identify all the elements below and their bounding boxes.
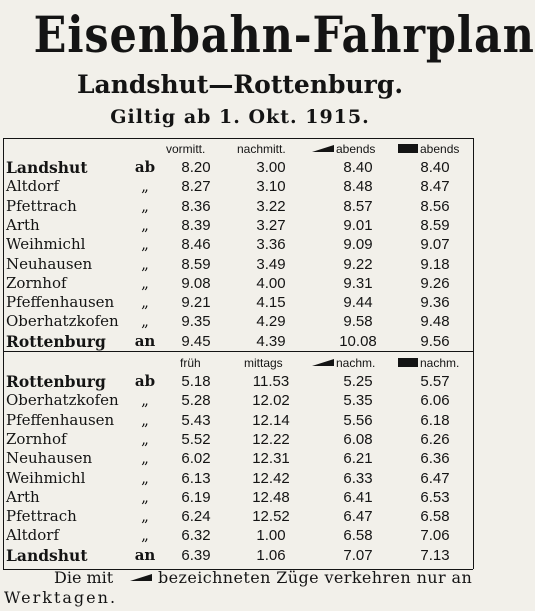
table-row xyxy=(0,526,480,545)
time-cell: 8.40 xyxy=(420,159,450,176)
time-cell: 8.57 xyxy=(343,197,373,215)
time-cell: 9.58 xyxy=(343,313,373,331)
time-cell: 8.27 xyxy=(181,178,211,196)
time-cell: 6.19 xyxy=(181,488,211,506)
time-cell: 5.25 xyxy=(343,373,373,390)
table-row xyxy=(0,411,480,430)
table-row xyxy=(0,430,480,449)
time-cell: 12.48 xyxy=(252,488,290,506)
time-cell: 6.47 xyxy=(420,469,450,487)
time-cell: 3.49 xyxy=(256,255,286,273)
direction-marker: „ xyxy=(141,507,149,526)
direction-marker: „ xyxy=(141,468,149,487)
direction-marker: „ xyxy=(141,293,149,312)
table-row xyxy=(0,274,480,293)
table-row xyxy=(0,216,480,235)
time-cell: 12.02 xyxy=(252,392,290,410)
station-name: Pfeffenhausen xyxy=(6,410,115,429)
middle-rule xyxy=(3,351,473,352)
time-cell: 9.08 xyxy=(181,274,211,292)
s1-header-1: vormitt. xyxy=(166,142,206,156)
table-row xyxy=(0,332,480,351)
direction-marker: „ xyxy=(141,487,149,506)
time-cell: 9.48 xyxy=(420,313,450,331)
time-cell: 7.13 xyxy=(420,546,450,564)
time-cell: 9.35 xyxy=(181,313,211,331)
time-cell: 6.06 xyxy=(420,392,450,410)
time-cell: 6.47 xyxy=(343,508,373,526)
time-cell: 6.26 xyxy=(420,430,450,448)
direction-marker: „ xyxy=(141,215,149,234)
time-cell: 8.39 xyxy=(181,216,211,234)
station-name: Pfettrach xyxy=(6,196,77,215)
station-name: Oberhatzkofen xyxy=(6,391,119,410)
time-cell: 5.18 xyxy=(181,373,211,390)
time-cell: 4.15 xyxy=(256,294,286,312)
time-cell: 6.21 xyxy=(343,450,373,468)
direction-marker: „ xyxy=(141,526,149,545)
time-cell: 5.56 xyxy=(343,411,373,429)
s1-header-2: nachmitt. xyxy=(237,142,286,156)
time-cell: 5.52 xyxy=(181,430,211,448)
time-cell: 6.13 xyxy=(181,469,211,487)
time-cell: 9.36 xyxy=(420,294,450,312)
block-symbol-icon xyxy=(398,358,418,367)
wedge-symbol-icon xyxy=(312,359,334,366)
time-cell: 3.36 xyxy=(256,236,286,254)
footnote-text-a: Die mit xyxy=(54,568,114,587)
time-cell: 6.08 xyxy=(343,430,373,448)
station-name: Pfeffenhausen xyxy=(6,293,115,312)
time-cell: 3.10 xyxy=(256,178,286,196)
station-name: Rottenburg xyxy=(6,331,106,351)
wedge-symbol-icon xyxy=(312,145,334,152)
time-cell: 1.06 xyxy=(256,546,286,564)
time-cell: 6.33 xyxy=(343,469,373,487)
table-row xyxy=(0,255,480,274)
table-row xyxy=(0,177,480,196)
direction-marker: „ xyxy=(141,391,149,410)
station-name: Weihmichl xyxy=(6,235,86,254)
time-cell: 3.22 xyxy=(256,197,286,215)
direction-marker: „ xyxy=(141,177,149,196)
time-cell: 9.45 xyxy=(181,332,211,350)
station-name: Neuhausen xyxy=(6,254,93,273)
direction-marker: an xyxy=(134,331,156,350)
time-cell: 6.24 xyxy=(181,508,211,526)
validity-line: Giltig ab 1. Okt. 1915. xyxy=(110,106,370,128)
time-cell: 8.59 xyxy=(420,216,450,234)
footnote-text-b: bezeichneten Züge verkehren nur an xyxy=(158,568,473,587)
station-name: Zornhof xyxy=(6,273,67,292)
page-title: Eisenbahn-Fahrplan xyxy=(33,5,535,64)
station-name: Pfettrach xyxy=(6,507,77,526)
s1-header-4 xyxy=(398,141,459,157)
direction-marker: „ xyxy=(141,196,149,215)
s2-header-3 xyxy=(312,355,375,371)
s2-header-4-label: nachm. xyxy=(420,356,460,370)
station-name: Arth xyxy=(6,487,40,506)
time-cell: 12.14 xyxy=(252,411,290,429)
time-cell: 6.58 xyxy=(343,527,373,545)
time-cell: 9.56 xyxy=(420,332,450,350)
time-cell: 4.00 xyxy=(256,274,286,292)
time-cell: 6.18 xyxy=(420,411,450,429)
s1-header-3 xyxy=(312,141,375,157)
direction-marker: „ xyxy=(141,235,149,254)
time-cell: 6.58 xyxy=(420,508,450,526)
time-cell: 6.36 xyxy=(420,450,450,468)
station-name: Landshut xyxy=(6,158,88,177)
time-cell: 8.47 xyxy=(420,178,450,196)
route-title: Landshut—Rottenburg. xyxy=(76,70,404,99)
s1-header-3-label: abends xyxy=(336,142,376,156)
table-row xyxy=(0,372,480,391)
s2-header-4 xyxy=(398,355,459,371)
table-row xyxy=(0,158,480,177)
direction-marker: „ xyxy=(141,449,149,468)
time-cell: 4.29 xyxy=(256,313,286,331)
station-name: Neuhausen xyxy=(6,449,93,468)
direction-marker: an xyxy=(134,545,156,564)
time-cell: 5.35 xyxy=(343,392,373,410)
time-cell: 9.21 xyxy=(181,294,211,312)
time-cell: 6.41 xyxy=(343,488,373,506)
table-row xyxy=(0,293,480,312)
time-cell: 8.36 xyxy=(181,197,211,215)
direction-marker: „ xyxy=(141,410,149,429)
table-row xyxy=(0,469,480,488)
time-cell: 9.44 xyxy=(343,294,373,312)
s2-header-1: früh xyxy=(180,356,201,370)
time-cell: 6.32 xyxy=(181,527,211,545)
time-cell: 3.00 xyxy=(256,159,286,176)
wedge-symbol-icon xyxy=(130,574,152,581)
time-cell: 1.00 xyxy=(256,527,286,545)
table-row xyxy=(0,488,480,507)
table-row xyxy=(0,312,480,331)
direction-marker: „ xyxy=(141,429,149,448)
top-rule xyxy=(3,138,473,139)
time-cell: 6.02 xyxy=(181,450,211,468)
time-cell: 8.40 xyxy=(343,159,373,176)
s2-header-3-label: nachm. xyxy=(336,356,376,370)
station-name: Landshut xyxy=(6,545,88,565)
footnote-text-c: Werktagen. xyxy=(4,588,118,607)
station-name: Arth xyxy=(6,215,40,234)
table-row xyxy=(0,449,480,468)
time-cell: 12.22 xyxy=(252,430,290,448)
table-row xyxy=(0,546,480,565)
time-cell: 9.07 xyxy=(420,236,450,254)
s2-header-2: mittags xyxy=(244,356,283,370)
time-cell: 9.26 xyxy=(420,274,450,292)
time-cell: 8.59 xyxy=(181,255,211,273)
time-cell: 9.22 xyxy=(343,255,373,273)
time-cell: 12.31 xyxy=(252,450,290,468)
time-cell: 5.57 xyxy=(420,373,450,390)
direction-marker: ab xyxy=(134,158,156,176)
time-cell: 9.18 xyxy=(420,255,450,273)
time-cell: 8.46 xyxy=(181,236,211,254)
station-name: Rottenburg xyxy=(6,372,106,391)
time-cell: 7.06 xyxy=(420,527,450,545)
time-cell: 4.39 xyxy=(256,332,286,350)
station-name: Oberhatzkofen xyxy=(6,312,119,331)
block-symbol-icon xyxy=(398,144,418,153)
s1-header-4-label: abends xyxy=(420,142,460,156)
time-cell: 5.43 xyxy=(181,411,211,429)
table-row xyxy=(0,391,480,410)
direction-marker: „ xyxy=(141,312,149,331)
table-row xyxy=(0,507,480,526)
direction-marker: „ xyxy=(141,254,149,273)
direction-marker: „ xyxy=(141,273,149,292)
table-row xyxy=(0,235,480,254)
time-cell: 8.56 xyxy=(420,197,450,215)
table-row xyxy=(0,197,480,216)
time-cell: 9.09 xyxy=(343,236,373,254)
time-cell: 3.27 xyxy=(256,216,286,234)
time-cell: 7.07 xyxy=(343,546,373,564)
time-cell: 5.28 xyxy=(181,392,211,410)
time-cell: 6.53 xyxy=(420,488,450,506)
time-cell: 10.08 xyxy=(339,332,377,350)
time-cell: 9.01 xyxy=(343,216,373,234)
time-cell: 9.31 xyxy=(343,274,373,292)
time-cell: 12.52 xyxy=(252,508,290,526)
station-name: Zornhof xyxy=(6,429,67,448)
time-cell: 6.39 xyxy=(181,546,211,564)
time-cell: 8.48 xyxy=(343,178,373,196)
station-name: Weihmichl xyxy=(6,468,86,487)
station-name: Altdorf xyxy=(6,177,60,196)
time-cell: 12.42 xyxy=(252,469,290,487)
time-cell: 8.20 xyxy=(181,159,211,176)
time-cell: 11.53 xyxy=(252,373,290,390)
station-name: Altdorf xyxy=(6,526,60,545)
direction-marker: ab xyxy=(134,372,156,390)
